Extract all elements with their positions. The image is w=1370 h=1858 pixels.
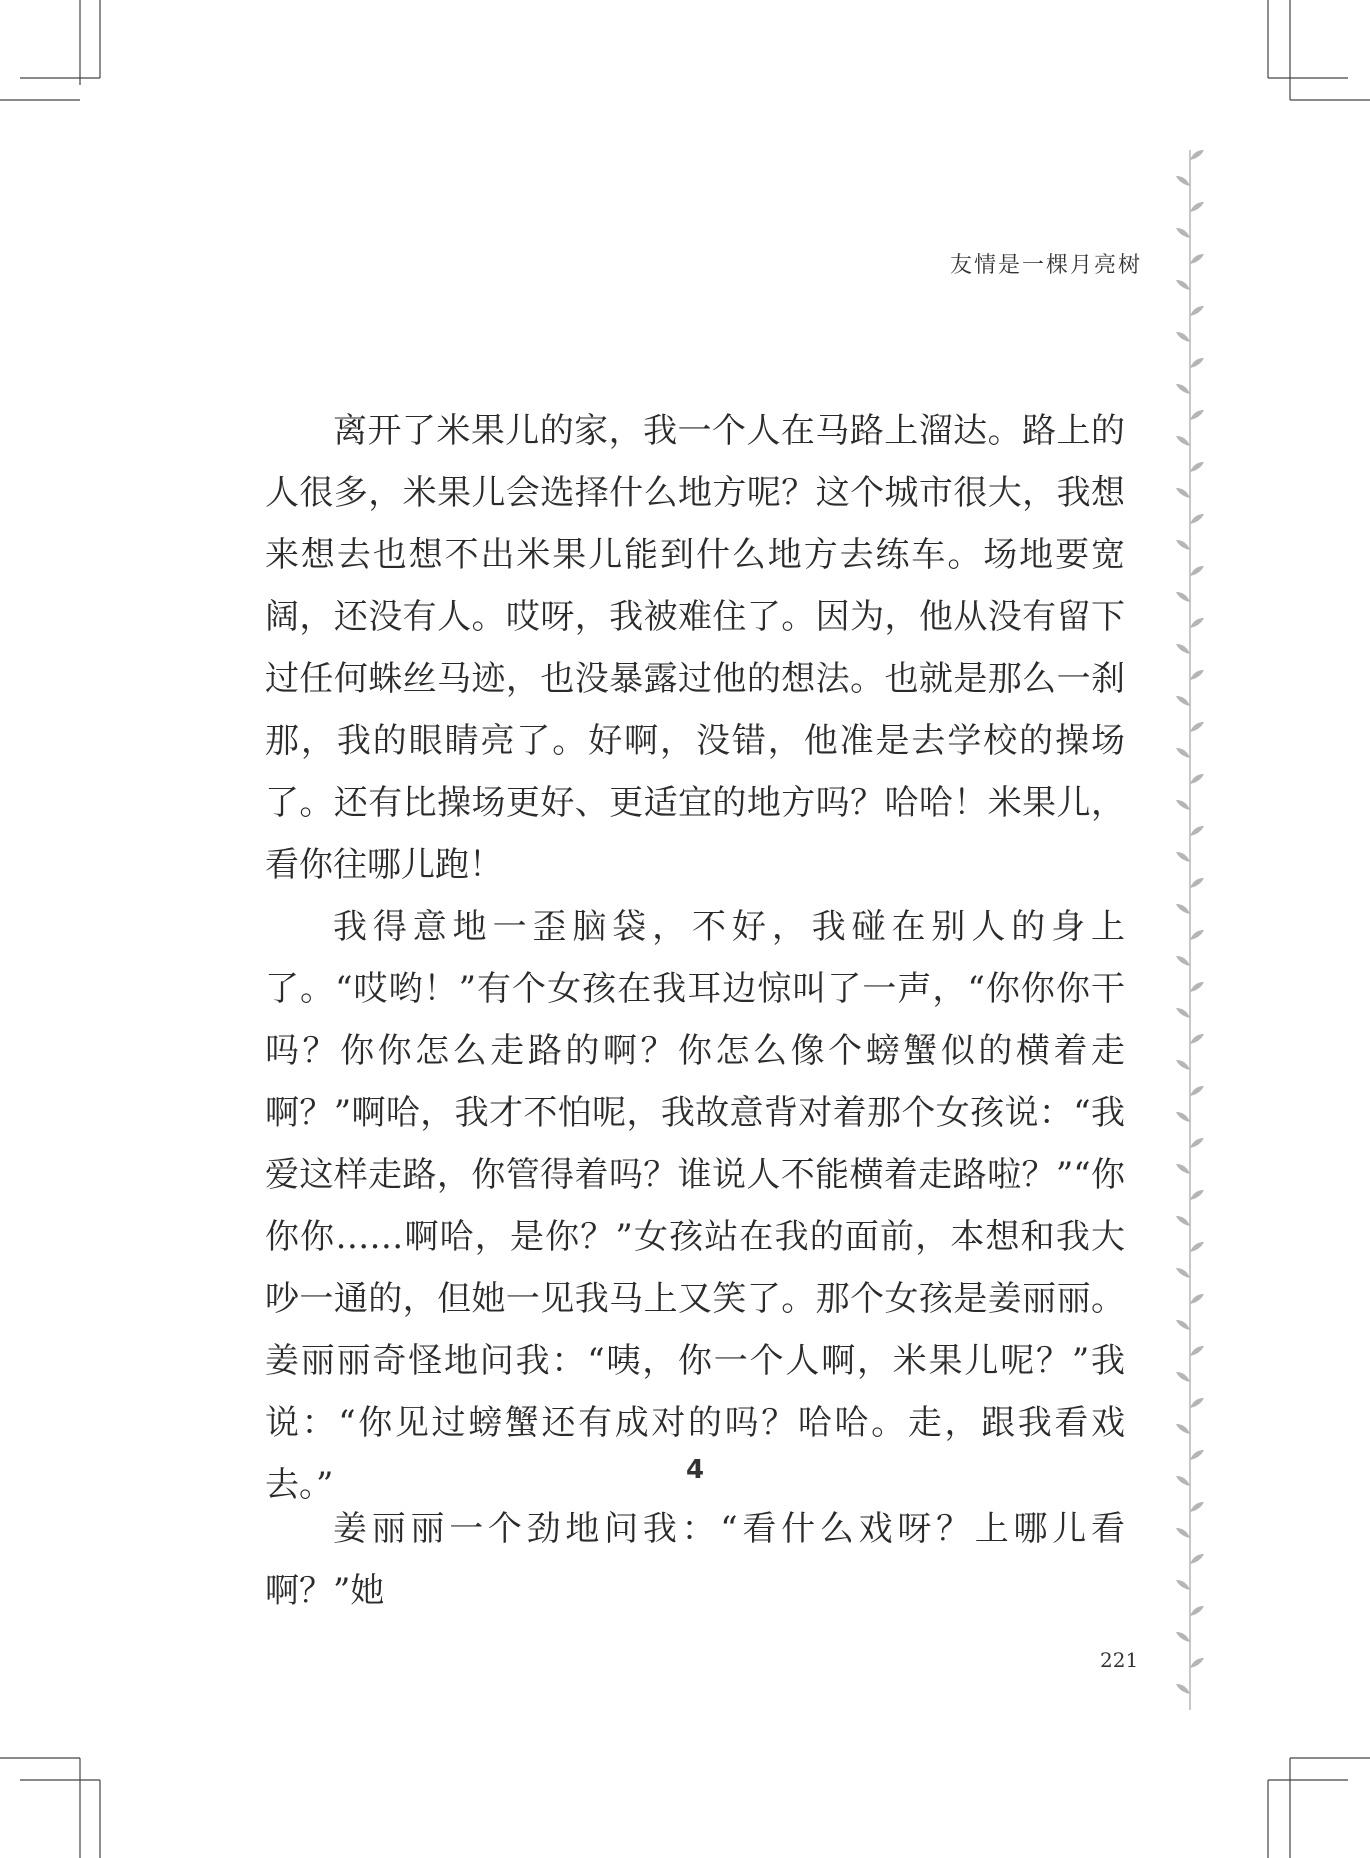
leaf-mark <box>1190 982 1204 992</box>
leaf-mark <box>1190 514 1204 524</box>
leaf-mark <box>1176 384 1190 394</box>
leaf-mark <box>1176 592 1190 602</box>
leaf-mark <box>1190 1346 1204 1356</box>
leaf-mark <box>1176 280 1190 290</box>
paragraph-1: 离开了米果儿的家，我一个人在马路上溜达。路上的人很多，米果儿会选择什么地方呢？这个城市很大，我想来想去也想不出米果儿能到什么地方去练车。场地要宽阔，还没有人。哎呀，我被难住了。因为，他从没有留下过任何蛛丝马迹，也没暴露过他的想法。也就是那么一刹那，我的眼睛亮了。好啊，没错，他准是去学校的操场了。还有比操场更好、更适宜的地方吗？哈哈！米果儿，看你往哪儿跑！ <box>265 411 1125 885</box>
leaf-mark <box>1190 670 1204 680</box>
section-number: 4 <box>685 1455 705 1485</box>
leaf-mark <box>1176 436 1190 446</box>
main-text-body <box>265 400 1125 1516</box>
leaf-mark <box>1190 410 1204 420</box>
paragraph-3: 姜丽丽一个劲地问我：“看什么戏呀？上哪儿看啊？”她 <box>265 1509 1125 1611</box>
leaf-mark <box>1176 956 1190 966</box>
page-number: 221 <box>1100 1648 1139 1672</box>
leaf-mark <box>1176 1008 1190 1018</box>
leaf-mark <box>1190 1398 1204 1408</box>
leaf-mark <box>1190 306 1204 316</box>
leaf-mark <box>1190 1294 1204 1304</box>
leaf-mark <box>1190 1554 1204 1564</box>
leaf-mark <box>1176 1528 1190 1538</box>
leaf-mark <box>1176 1632 1190 1642</box>
leaf-mark <box>1176 332 1190 342</box>
leaf-mark <box>1190 254 1204 264</box>
leaf-mark <box>1190 150 1204 160</box>
leaf-mark <box>1190 566 1204 576</box>
leaf-mark <box>1176 1164 1190 1174</box>
leaf-mark <box>1190 826 1204 836</box>
leaf-mark <box>1176 800 1190 810</box>
leaf-mark <box>1176 176 1190 186</box>
leaf-mark <box>1176 644 1190 654</box>
leaf-mark <box>1176 540 1190 550</box>
leaf-mark <box>1190 618 1204 628</box>
leaf-mark <box>1176 696 1190 706</box>
leaf-mark <box>1176 1060 1190 1070</box>
leaf-mark <box>1176 1580 1190 1590</box>
leaf-mark <box>1176 1372 1190 1382</box>
leaf-mark <box>1176 1424 1190 1434</box>
leaf-mark <box>1176 228 1190 238</box>
leaf-mark <box>1190 1138 1204 1148</box>
leaf-mark <box>1190 930 1204 940</box>
leaf-mark <box>1176 1320 1190 1330</box>
continued-text <box>265 1498 1125 1622</box>
running-header-title: 友情是一棵月亮树 <box>950 253 1143 278</box>
leaf-mark <box>1176 1476 1190 1486</box>
leaf-mark <box>1176 1112 1190 1122</box>
leaf-mark <box>1176 852 1190 862</box>
leaf-mark <box>1176 904 1190 914</box>
leaf-mark <box>1190 202 1204 212</box>
leaf-mark <box>1190 722 1204 732</box>
leaf-mark <box>1190 1190 1204 1200</box>
leaf-mark <box>1190 1086 1204 1096</box>
leaf-vine-border <box>1160 150 1220 1710</box>
leaf-mark <box>1190 358 1204 368</box>
leaf-mark <box>1176 488 1190 498</box>
leaf-mark <box>1176 1216 1190 1226</box>
paragraph-2: 我得意地一歪脑袋，不好，我碰在别人的身上了。“哎哟！”有个女孩在我耳边惊叫了一声，“你你你干吗？你你怎么走路的啊？你怎么像个螃蟹似的横着走啊？”啊哈，我才不怕呢，我故意背对着那个女孩说：“我爱这样走路，你管得着吗？谁说人不能横着走路啦？”“你你你……啊哈，是你？”女孩站在我的面前，本想和我大吵一通的，但她一见我马上又笑了。那个女孩是姜丽丽。姜丽丽奇怪地问我：“咦，你一个人啊，米果儿呢？”我说：“你见过螃蟹还有成对的吗？哈哈。走，跟我看戏去。” <box>265 907 1125 1505</box>
leaf-mark <box>1176 1268 1190 1278</box>
leaf-mark <box>1176 1684 1190 1694</box>
leaf-mark <box>1190 774 1204 784</box>
leaf-mark <box>1190 462 1204 472</box>
leaf-mark <box>1190 878 1204 888</box>
leaf-mark <box>1190 1450 1204 1460</box>
leaf-mark <box>1190 1502 1204 1512</box>
leaf-mark <box>1190 1242 1204 1252</box>
leaf-mark <box>1190 1606 1204 1616</box>
leaf-mark <box>1190 1658 1204 1668</box>
leaf-mark <box>1190 1034 1204 1044</box>
leaf-mark <box>1176 748 1190 758</box>
